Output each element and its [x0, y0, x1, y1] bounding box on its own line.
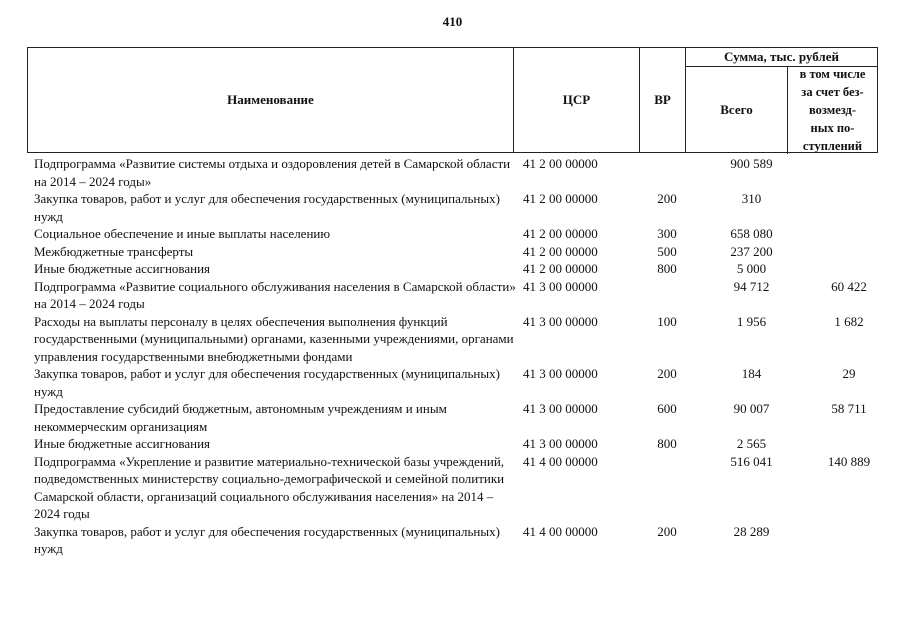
row-csr: 41 3 00 00000 — [523, 366, 598, 381]
row-incl: 58 711 — [831, 401, 867, 416]
row-csr: 41 2 00 00000 — [523, 191, 598, 206]
row-csr: 41 3 00 00000 — [523, 436, 598, 451]
row-total: 28 289 — [733, 523, 770, 539]
row-csr: 41 4 00 00000 — [523, 523, 598, 539]
row-total: 2 565 — [736, 436, 767, 451]
table-body — [34, 155, 894, 558]
header-incl-line: в том числе — [799, 67, 866, 81]
row-vr: 500 — [657, 243, 677, 259]
table-row — [34, 260, 894, 278]
row-total: 184 — [741, 366, 762, 381]
row-vr — [650, 453, 684, 523]
table-row — [34, 155, 894, 190]
row-total: 5 000 — [736, 261, 767, 276]
table-header — [27, 47, 878, 153]
table-row — [34, 523, 894, 558]
table-row — [34, 190, 894, 225]
row-vr: 800 — [657, 436, 677, 451]
header-incl-line: возмезд- — [808, 103, 857, 117]
row-incl — [819, 225, 879, 243]
row-total: 310 — [741, 191, 762, 206]
header-total: Всего — [686, 66, 788, 154]
row-vr: 600 — [657, 401, 677, 416]
row-csr: 41 3 00 00000 — [523, 278, 598, 294]
row-incl — [819, 155, 879, 190]
row-incl — [819, 243, 879, 261]
row-total: 90 007 — [733, 401, 770, 416]
row-incl: 60 422 — [831, 278, 867, 294]
header-incl-line: за счет без- — [801, 85, 864, 99]
row-vr: 800 — [657, 261, 677, 276]
row-incl — [819, 260, 879, 278]
header-incl — [788, 66, 877, 154]
row-csr: 41 3 00 00000 — [523, 401, 598, 416]
header-name: Наименование — [28, 48, 514, 152]
row-name: Подпрограмма «Укрепление и развитие материально-технической базы учреждений, подведомственных министерству социально-демографической и семейной политики Самарской области, организаций социального обслуживания населения» на 2014 – 2024 годы — [34, 453, 505, 521]
row-incl: 140 889 — [827, 453, 871, 469]
row-name: Предоставление субсидий бюджетным, автономным учреждениям и иным некоммерческим организациям — [34, 401, 447, 434]
table-row — [34, 313, 894, 366]
table-row — [34, 365, 894, 400]
row-name: Иные бюджетные ассигнования — [34, 436, 211, 451]
row-vr — [650, 155, 684, 190]
row-vr: 300 — [657, 226, 677, 241]
table-row — [34, 400, 894, 435]
row-incl — [819, 435, 879, 453]
row-name: Закупка товаров, работ и услуг для обеспечения государственных (муниципальных) нужд — [34, 523, 500, 556]
row-total: 658 080 — [730, 226, 773, 241]
row-csr: 41 4 00 00000 — [523, 453, 598, 469]
row-name: Подпрограмма «Развитие социального обслуживания населения в Самарской области» на 2014 – 2024 годы — [34, 278, 516, 311]
row-total: 237 200 — [730, 243, 773, 259]
table-row — [34, 225, 894, 243]
row-csr: 41 2 00 00000 — [523, 243, 598, 259]
row-vr: 200 — [657, 366, 677, 381]
row-csr: 41 2 00 00000 — [523, 156, 598, 171]
header-csr: ЦСР — [514, 48, 640, 152]
row-total: 1 956 — [736, 313, 767, 329]
row-csr: 41 2 00 00000 — [523, 261, 598, 276]
row-vr: 200 — [657, 191, 677, 206]
table-row — [34, 278, 894, 313]
row-incl: 29 — [842, 366, 856, 381]
row-name: Межбюджетные трансферты — [34, 243, 194, 259]
row-total: 516 041 — [730, 453, 773, 469]
row-name: Закупка товаров, работ и услуг для обеспечения государственных (муниципальных) нужд — [34, 366, 500, 399]
row-vr — [650, 278, 684, 313]
row-vr: 100 — [657, 313, 677, 329]
page-number: 410 — [442, 14, 463, 29]
header-incl-line: ступлений — [802, 139, 863, 153]
row-csr: 41 2 00 00000 — [523, 226, 598, 241]
row-csr: 41 3 00 00000 — [523, 313, 598, 329]
row-name: Иные бюджетные ассигнования — [34, 261, 211, 276]
header-sum-group — [686, 48, 877, 152]
header-incl-line: ных по- — [810, 121, 855, 135]
row-incl: 1 682 — [834, 313, 864, 329]
table-row — [34, 435, 894, 453]
row-name: Закупка товаров, работ и услуг для обеспечения государственных (муниципальных) нужд — [34, 191, 500, 224]
table-row — [34, 243, 894, 261]
header-vr: ВР — [640, 48, 686, 152]
row-name: Расходы на выплаты персоналу в целях обеспечения выполнения функций государственными (муниципальными) органами, казенными учреждениями, органами управления государственными внебюджетными фондами — [34, 313, 514, 364]
row-name: Социальное обеспечение и иные выплаты населению — [34, 226, 331, 241]
row-total: 900 589 — [730, 156, 773, 171]
row-total: 94 712 — [733, 278, 770, 294]
row-incl — [819, 523, 879, 558]
row-name: Подпрограмма «Развитие системы отдыха и оздоровления детей в Самарской области на 2014 – 2024 годы» — [34, 156, 511, 189]
header-sum: Сумма, тыс. рублей — [686, 48, 877, 67]
table-row — [34, 453, 894, 523]
row-incl — [819, 190, 879, 225]
row-vr: 200 — [657, 523, 677, 539]
